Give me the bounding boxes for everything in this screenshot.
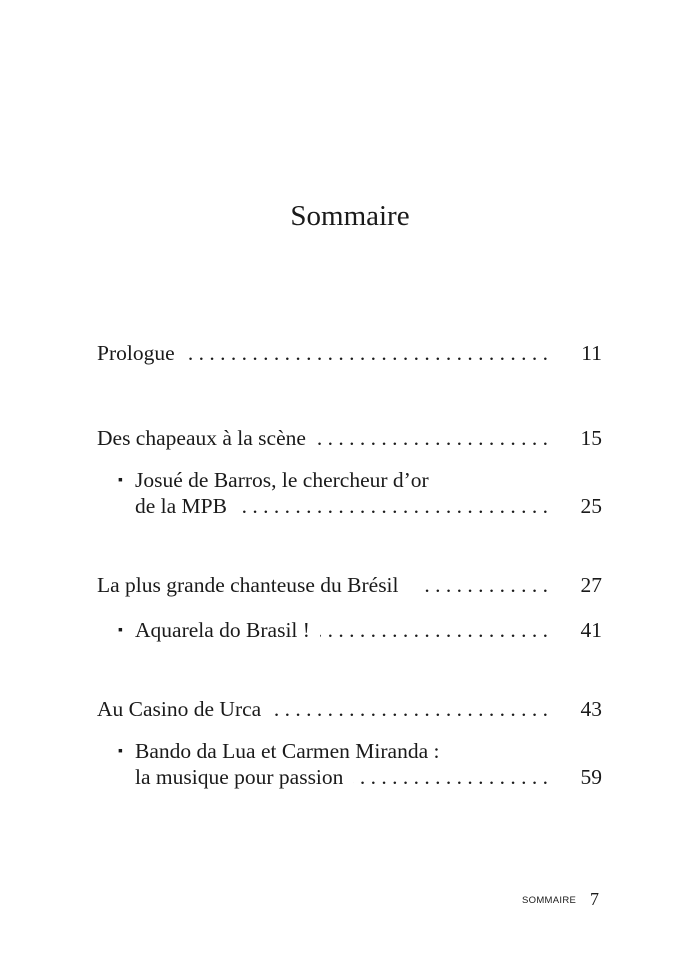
toc-page-number: 11 (581, 341, 602, 365)
toc-entry-text: La plus grande chanteuse du Brésil (97, 573, 399, 597)
toc-entry-chapeaux[interactable] (97, 425, 602, 451)
running-footer-label: SOMMAIRE (522, 895, 577, 906)
bullet-icon: ▪ (118, 623, 123, 638)
toc-subentry-josue[interactable] (118, 467, 602, 493)
toc-entry-text: Bando da Lua et Carmen Miranda : (135, 739, 440, 763)
dot-leader (316, 425, 548, 451)
bullet-icon: ▪ (118, 744, 123, 759)
page-number: 7 (590, 889, 599, 909)
toc-entry-chanteuse[interactable] (97, 572, 602, 598)
dot-leader (320, 617, 548, 643)
dot-leader (271, 696, 548, 722)
toc-entry-casino[interactable] (97, 696, 602, 722)
toc-subentry-bando-cont[interactable] (135, 764, 602, 790)
toc-page-number: 41 (580, 618, 602, 642)
toc-subentry-josue-cont[interactable] (135, 493, 602, 519)
toc-entry-text: Au Casino de Urca (97, 697, 262, 721)
toc-entry-text: de la MPB (135, 494, 227, 518)
page-title: Sommaire (290, 200, 410, 232)
toc-entry-text: Aquarela do Brasil ! (135, 618, 310, 642)
dot-leader (423, 572, 548, 598)
toc-subentry-bando[interactable] (118, 738, 602, 764)
bullet-icon: ▪ (118, 473, 123, 488)
dot-leader (353, 764, 548, 790)
toc-page-number: 15 (580, 426, 602, 450)
dot-leader (237, 493, 548, 519)
toc-page-number: 25 (580, 494, 602, 518)
toc-entry-text: Josué de Barros, le chercheur d’or (135, 468, 429, 492)
dot-leader (185, 340, 548, 366)
toc-page-number: 43 (580, 697, 602, 721)
toc-page-number: 59 (580, 765, 602, 789)
toc-subentry-aquarela[interactable] (118, 617, 602, 643)
toc-entry-text: Prologue (97, 341, 175, 365)
toc-entry-prologue[interactable] (97, 340, 602, 366)
toc-entry-text: la musique pour passion (135, 765, 344, 789)
toc-page-number: 27 (580, 573, 602, 597)
toc-entry-text: Des chapeaux à la scène (97, 426, 306, 450)
